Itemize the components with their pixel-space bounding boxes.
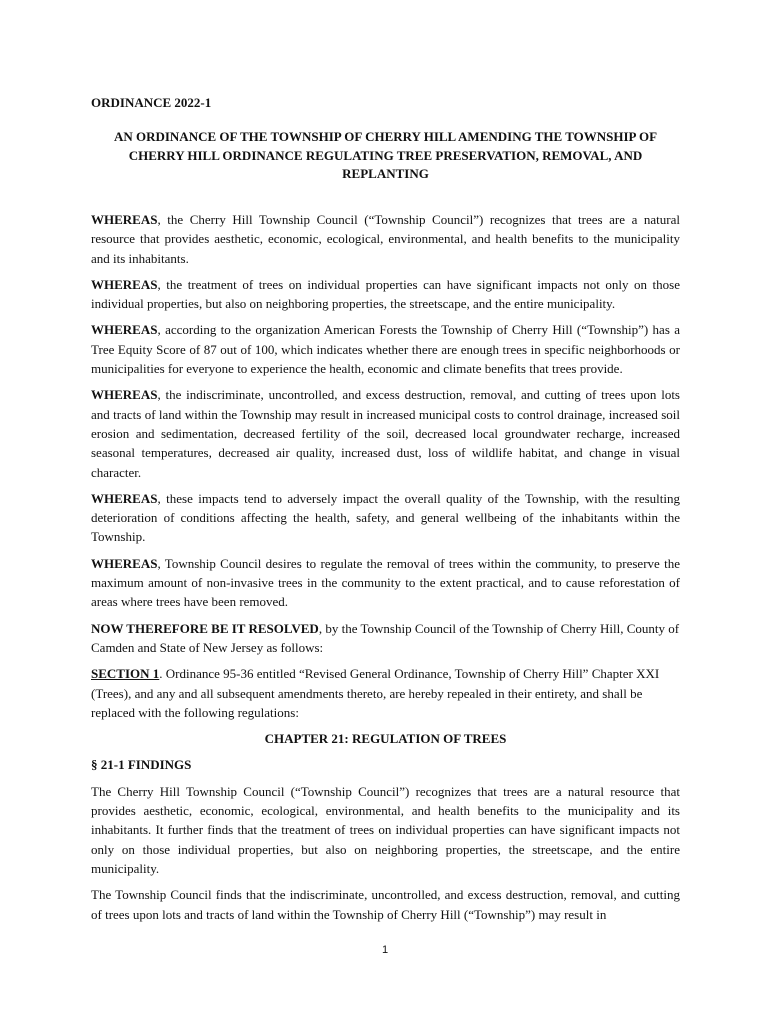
whereas-text: , according to the organization American Forests the Township of Cherry Hill (“Township”) has a Tree Equity Score of 87 out of 100, which indicates whether there are enough trees in specific neighborhoods or municipalities for everyone to experience the health, economic and climate benefits that trees provide. (91, 322, 680, 377)
resolved-text: , by the Township Council of the Township of Cherry Hill, County of Camden and State of New Jersey as follows: (91, 620, 680, 655)
findings-heading: § 21-1 FINDINGS (91, 757, 192, 773)
whereas-clause (91, 210, 680, 268)
whereas-text: , the treatment of trees on individual properties can have significant impacts not only on those individual properties, but also on neighboring properties, the streetscape, and the entire municipality. (91, 276, 680, 312)
page-number: 1 (381, 944, 389, 956)
whereas-clause (91, 489, 680, 547)
section-1-paragraph (91, 664, 680, 722)
whereas-clause (91, 320, 680, 378)
whereas-clause (91, 385, 680, 481)
section-1-text: . Ordinance 95-36 entitled “Revised General Ordinance, Township of Cherry Hill” Chapter XXI (Trees), and any and all subsequent amendments thereto, are hereby repealed in their entirety, and shall be replaced with the following regulations: (91, 666, 660, 720)
whereas-lead: WHEREAS (91, 387, 158, 403)
chapter-heading: CHAPTER 21: REGULATION OF TREES (264, 731, 507, 747)
findings-paragraph: The Township Council finds that the indiscriminate, uncontrolled, and excess destruction, removal, and cutting of trees upon lots and tracts of land within the Township of Cherry Hill (“Township”) may result in (91, 887, 680, 922)
whereas-lead: WHEREAS (91, 490, 158, 506)
findings-paragraph: The Cherry Hill Township Council (“Township Council”) recognizes that trees are a natural resource that provides aesthetic, economic, ecological, environmental, and health benefits to the municipality and its inhabitants. It further finds that the treatment of trees on individual properties can have significant impacts not only on those individual properties, but also on neighboring properties, the streetscape, and the entire municipality. (91, 783, 680, 876)
resolved-lead: NOW THEREFORE BE IT RESOLVED (91, 620, 319, 636)
resolved-clause (91, 619, 680, 658)
whereas-text: , these impacts tend to adversely impact the overall quality of the Township, with the resulting deterioration of conditions affecting the health, safety, and general wellbeing of the inhabitants within the Township. (91, 490, 680, 545)
whereas-clause (91, 275, 680, 314)
ordinance-title-line-3: REPLANTING (342, 166, 429, 181)
ordinance-body (91, 210, 680, 931)
whereas-lead: WHEREAS (91, 322, 158, 338)
ordinance-title (91, 128, 680, 184)
whereas-lead: WHEREAS (91, 212, 158, 227)
whereas-text: , the indiscriminate, uncontrolled, and excess destruction, removal, and cutting of trees upon lots and tracts of land within the Township may result in increased municipal costs to control drainage, increased soil erosion and sedimentation, decreased fertility of the soil, decreased local groundwater recharge, increased seasonal temperatures, decreased air quality, increased dust, loss of wildlife habitat, and change in visual character. (91, 387, 680, 480)
whereas-text: , Township Council desires to regulate the removal of trees within the community, to preserve the maximum amount of non-invasive trees in the community to the extent practical, and to cause reforestation of areas where trees have been removed. (91, 555, 680, 610)
ordinance-title-line-2: CHERRY HILL ORDINANCE REGULATING TREE PRESERVATION, REMOVAL, AND (128, 147, 643, 163)
whereas-clause (91, 554, 680, 612)
whereas-text: , the Cherry Hill Township Council (“Township Council”) recognizes that trees are a natural resource that provides aesthetic, economic, ecological, environmental, and health benefits to the municipality and its inhabitants. (91, 212, 680, 266)
section-1-lead: SECTION 1 (91, 666, 160, 682)
whereas-lead: WHEREAS (91, 555, 158, 571)
whereas-lead: WHEREAS (91, 276, 158, 292)
ordinance-number: ORDINANCE 2022-1 (91, 95, 212, 110)
ordinance-title-line-1: AN ORDINANCE OF THE TOWNSHIP OF CHERRY HILL AMENDING THE TOWNSHIP OF (113, 129, 658, 144)
